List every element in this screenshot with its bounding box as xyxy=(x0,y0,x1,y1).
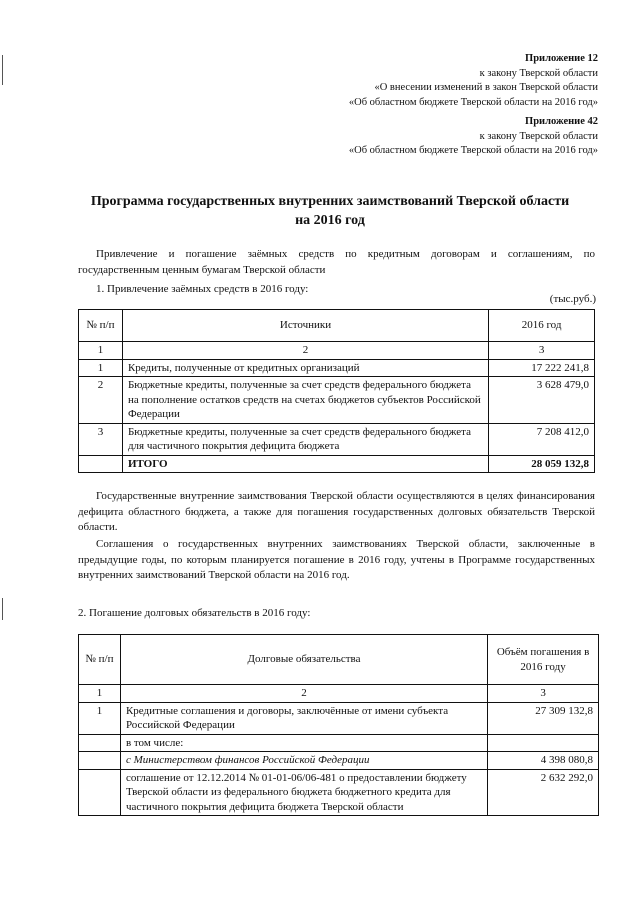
table-row xyxy=(79,702,599,734)
row-num: 3 xyxy=(79,423,123,455)
header-num: № п/п xyxy=(79,310,123,342)
appendix-12-line2: «О внесении изменений в закон Тверской области xyxy=(374,82,598,93)
header-num: № п/п xyxy=(79,635,121,685)
paragraph-purpose: Государственные внутренние заимствования Тверской области осуществляются в целях финансирования дефицита областного бюджета, а также для погашения государственных долговых обязательств Тверской области. xyxy=(78,490,595,533)
header-sources: Источники xyxy=(122,310,488,342)
header-obligations: Долговые обязательства xyxy=(120,635,487,685)
col-num-2: 2 xyxy=(122,342,488,360)
row-num xyxy=(79,734,121,752)
row-obligation: с Министерством финансов Российской Федерации xyxy=(120,752,487,770)
table-header-row xyxy=(79,635,599,685)
row-obligation: в том числе: xyxy=(120,734,487,752)
header-repayment: Объём погашения в 2016 году xyxy=(488,635,599,685)
total-row xyxy=(79,455,595,473)
row-source: Кредиты, полученные от кредитных организаций xyxy=(122,359,488,377)
row-num: 1 xyxy=(79,702,121,734)
table-row xyxy=(79,752,599,770)
row-obligation: соглашение от 12.12.2014 № 01-01-06/06-481 о предоставлении бюджету Тверской области из федерального бюджета бюджетного кредита для частичного покрытия дефицита бюджета Тверской области xyxy=(120,769,487,816)
document-title xyxy=(60,192,600,230)
column-number-row xyxy=(79,342,595,360)
table-header-row xyxy=(79,310,595,342)
row-num xyxy=(79,769,121,816)
document-title-line2: на 2016 год xyxy=(295,213,365,228)
row-source: Бюджетные кредиты, полученные за счет средств федерального бюджета на пополнение остатков средств на счетах бюджетов субъектов Российской Федерации xyxy=(122,377,488,424)
appendix-12-line1: к закону Тверской области xyxy=(479,67,598,79)
section2-title: 2. Погашение долговых обязательств в 2016 году: xyxy=(78,607,311,619)
document-title-line1: Программа государственных внутренних заимствований Тверской области xyxy=(90,194,570,209)
row-value: 7 208 412,0 xyxy=(489,423,595,455)
row-value xyxy=(488,734,599,752)
table-row xyxy=(79,769,599,816)
appendix-12-line3: «Об областном бюджете Тверской области на 2016 год» xyxy=(348,96,598,108)
table-row xyxy=(79,734,599,752)
row-obligation: Кредитные соглашения и договоры, заключённые от имени субъекта Российской Федерации xyxy=(120,702,487,734)
appendix-42-line2: «Об областном бюджете Тверской области на 2016 год» xyxy=(348,145,598,156)
scan-edge-mark xyxy=(2,598,3,620)
appendix-42-title: Приложение 42 xyxy=(525,116,598,127)
row-num: 1 xyxy=(79,359,123,377)
header-year: 2016 год xyxy=(489,310,595,342)
row-value: 27 309 132,8 xyxy=(488,702,599,734)
row-source: Бюджетные кредиты, полученные за счет средств федерального бюджета для частичного покрытия дефицита бюджета xyxy=(122,423,488,455)
col-num-3: 3 xyxy=(488,685,599,703)
total-value: 28 059 132,8 xyxy=(489,455,595,473)
appendix-42-header xyxy=(349,115,598,159)
paragraph-agreements: Соглашения о государственных внутренних заимствованиях Тверской области, заключенные в предыдущие годы, по которым планируется погашение в 2016 году, учтены в Программе государственных внутренних заимствований Тверской области на 2016 год. xyxy=(78,538,595,581)
total-label: ИТОГО xyxy=(122,455,488,473)
row-value: 2 632 292,0 xyxy=(488,769,599,816)
col-num-2: 2 xyxy=(120,685,487,703)
row-value: 4 398 080,8 xyxy=(488,752,599,770)
col-num-1: 1 xyxy=(79,685,121,703)
units-label: (тыс.руб.) xyxy=(549,293,596,305)
col-num-3: 3 xyxy=(489,342,595,360)
section1-title: 1. Привлечение заёмных средств в 2016 году: xyxy=(96,283,309,295)
borrowing-table xyxy=(78,309,595,473)
appendix-12-header xyxy=(349,52,598,110)
appendix-42-line1: к закону Тверской области xyxy=(479,130,598,142)
row-num: 2 xyxy=(79,377,123,424)
row-value: 3 628 479,0 xyxy=(489,377,595,424)
scan-edge-mark xyxy=(2,55,3,85)
column-number-row xyxy=(79,685,599,703)
row-value: 17 222 241,8 xyxy=(489,359,595,377)
intro-paragraph: Привлечение и погашение заёмных средств по кредитным договорам и соглашениям, по государственным ценным бумагам Тверской области xyxy=(78,248,595,276)
col-num-1: 1 xyxy=(79,342,123,360)
table-row xyxy=(79,359,595,377)
repayment-table xyxy=(78,634,599,816)
table-row xyxy=(79,377,595,424)
table-row xyxy=(79,423,595,455)
row-num xyxy=(79,752,121,770)
appendix-12-title: Приложение 12 xyxy=(525,53,598,64)
total-empty-cell xyxy=(79,455,123,473)
